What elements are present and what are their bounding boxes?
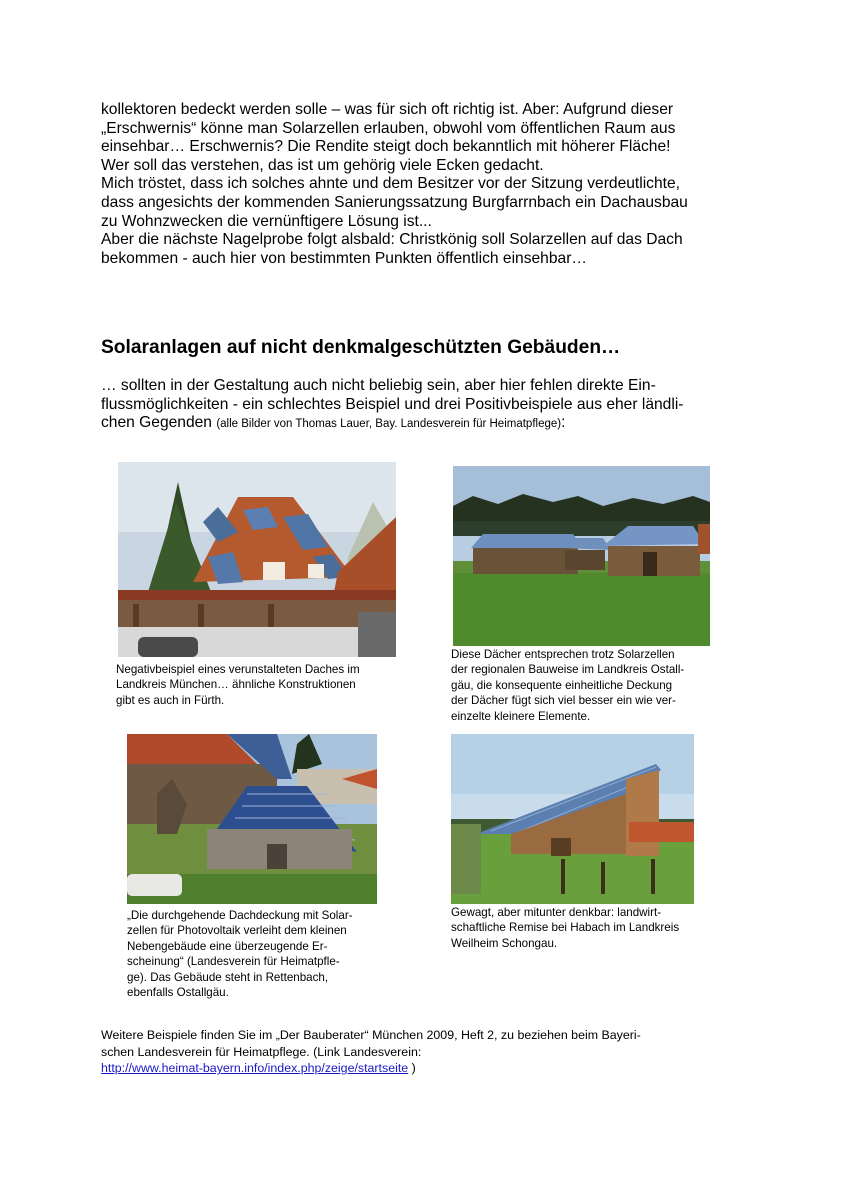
lead-line: … sollten in der Gestaltung auch nicht beliebig sein, aber hier fehlen direkte Ein- [101, 377, 656, 394]
footer-line: Weitere Beispiele finden Sie im „Der Bauberater“ München 2009, Heft 2, zu beziehen beim Bayeri- [101, 1028, 641, 1042]
caption-line: einzelte kleinere Elemente. [451, 709, 591, 723]
intro-paragraph [101, 101, 751, 268]
lead-paragraph [101, 377, 751, 434]
intro-line: Aber die nächste Nagelprobe folgt alsbald: Christkönig soll Solarzellen auf das Dach [101, 231, 683, 249]
caption-line: Weilheim Schongau. [451, 936, 558, 950]
caption-line: der Dächer fügt sich viel besser ein wie ver- [451, 694, 676, 708]
photo-barns-ostallgaeu [453, 466, 710, 646]
caption-line: gäu, die konsequente einheitliche Deckung [451, 678, 673, 692]
caption-habach-remise [451, 905, 721, 951]
caption-barns-ostallgaeu [451, 647, 721, 724]
footer-line: schen Landesverein für Heimatpflege. (Link Landesverein: [101, 1044, 422, 1059]
caption-line: Nebengebäude eine überzeugende Er- [127, 939, 328, 953]
caption-line: zellen für Photovoltaik verleiht dem kleinen [127, 924, 347, 938]
footer-link-close: ) [408, 1061, 416, 1076]
caption-line: ge). Das Gebäude steht in Rettenbach, [127, 970, 329, 984]
caption-rettenbach-shed [127, 908, 397, 1000]
caption-line: scheinung“ (Landesverein für Heimatpfle- [127, 955, 340, 969]
caption-line: Negativbeispiel eines verunstalteten Daches im [116, 663, 360, 676]
lead-end: : [561, 414, 566, 432]
caption-line: Diese Dächer entsprechen trotz Solarzellen [451, 648, 675, 661]
caption-line: „Die durchgehende Dachdeckung mit Solar- [127, 909, 353, 922]
caption-line: Landkreis München… ähnliche Konstruktionen [116, 678, 356, 692]
intro-line: zu Wohnzwecken die vernünftigere Lösung ist... [101, 212, 432, 230]
footer-link-line [101, 1060, 751, 1077]
intro-line: einsehbar… Erschwernis? Die Rendite steigt doch bekanntlich mit höherer Fläche! [101, 138, 671, 156]
caption-negative-example [116, 662, 406, 708]
lead-line: flussmöglichkeiten - ein schlechtes Beispiel und drei Positivbeispiele aus eher ländli- [101, 395, 684, 413]
photo-habach-remise [451, 734, 694, 904]
lead-text: chen Gegenden [101, 414, 217, 432]
lead-line-last [101, 414, 751, 434]
section-heading: Solaranlagen auf nicht denkmalgeschützten Gebäuden… [101, 337, 621, 358]
intro-line: „Erschwernis“ könne man Solarzellen erlauben, obwohl vom öffentlichen Raum aus [101, 119, 676, 137]
photo-credit-note: (alle Bilder von Thomas Lauer, Bay. Landesverein für Heimatpflege) [216, 418, 562, 431]
photo-negative-example [118, 462, 396, 657]
intro-line: Wer soll das verstehen, das ist um gehörig viele Ecken gedacht. [101, 156, 544, 174]
caption-line: ebenfalls Ostallgäu. [127, 986, 229, 1000]
footer-paragraph [101, 1027, 751, 1077]
caption-line: Gewagt, aber mitunter denkbar: landwirt- [451, 906, 662, 919]
intro-line: bekommen - auch hier von bestimmten Punkten öffentlich einsehbar… [101, 249, 587, 267]
photo-rettenbach-shed [127, 734, 377, 904]
caption-line: der regionalen Bauweise im Landkreis Ostall- [451, 663, 685, 677]
intro-line: Mich tröstet, dass ich solches ahnte und dem Besitzer vor der Sitzung verdeutlichte, [101, 175, 680, 193]
landesverein-link[interactable]: http://www.heimat-bayern.info/index.php/zeige/startseite [101, 1061, 409, 1076]
caption-line: schaftliche Remise bei Habach im Landkreis [451, 921, 680, 935]
intro-line: dass angesichts der kommenden Sanierungssatzung Burgfarrnbach ein Dachausbau [101, 193, 688, 211]
caption-line: gibt es auch in Fürth. [116, 693, 225, 707]
intro-line: kollektoren bedeckt werden solle – was für sich oft richtig ist. Aber: Aufgrund dieser [101, 101, 674, 118]
